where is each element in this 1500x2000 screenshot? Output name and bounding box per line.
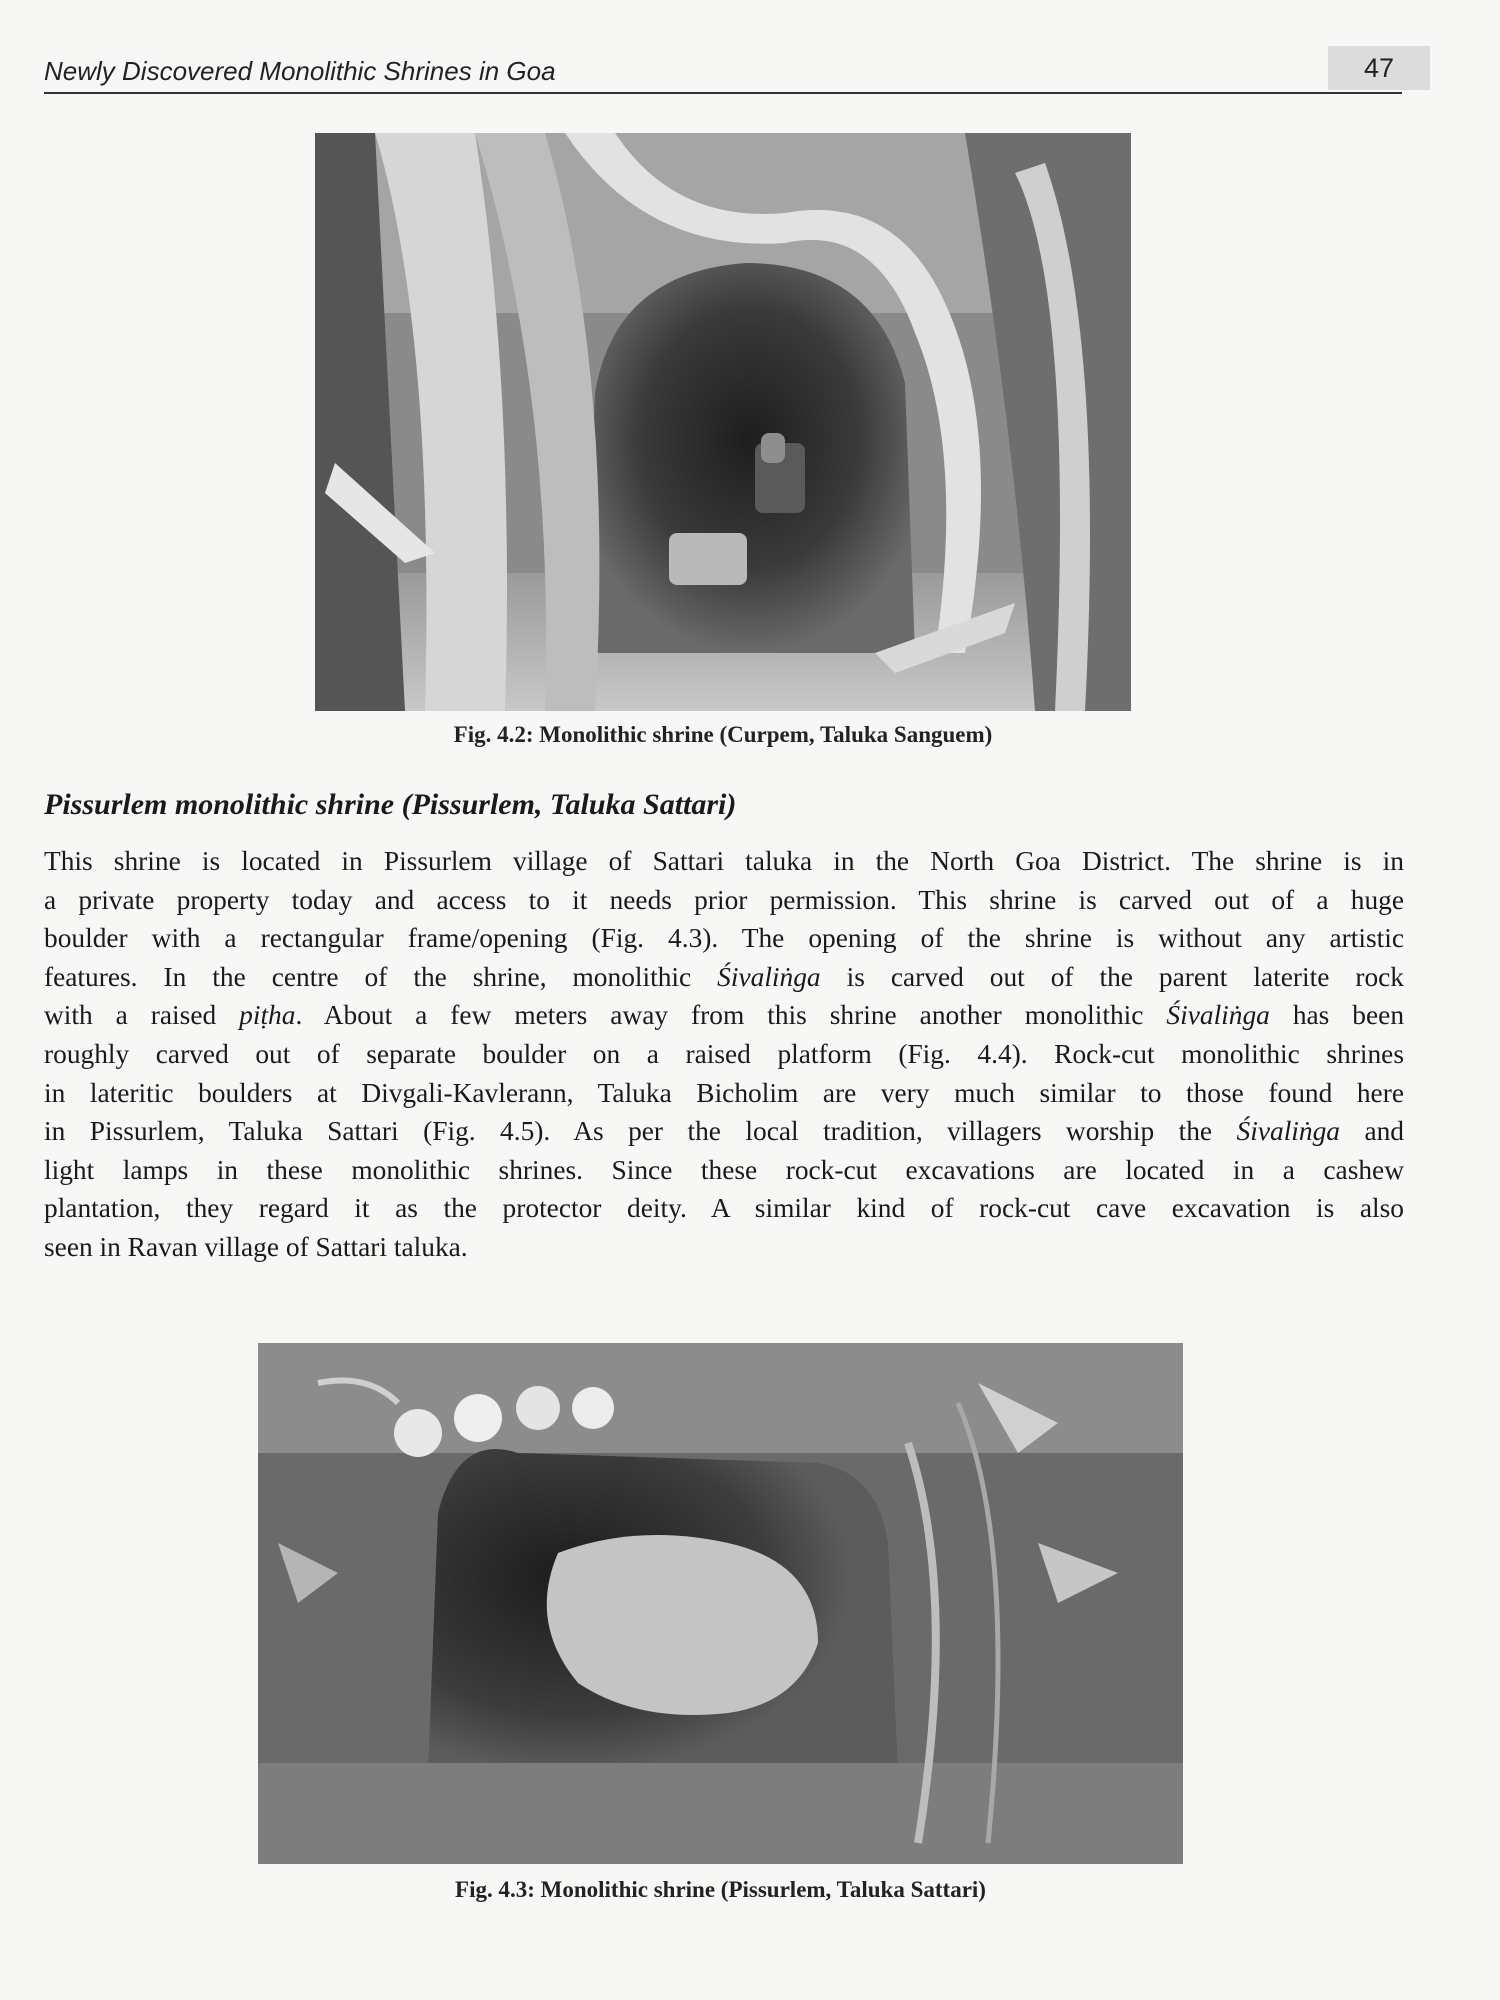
paragraph-line: in lateritic boulders at Divgali-Kavlerann, Taluka Bicholim are very much similar to those found here (44, 1077, 1404, 1108)
paragraph-line: in Pissurlem, Taluka Sattari (Fig. 4.5). As per the local tradition, villagers worship the Śivaliṅga and (44, 1116, 1404, 1147)
figure-4-3-caption: Fig. 4.3: Monolithic shrine (Pissurlem, Taluka Sattari) (455, 1877, 986, 1902)
term-sivalinga: Śivaliṅga (1236, 1116, 1340, 1147)
figure-4-2-photo (315, 133, 1131, 711)
paragraph-line: plantation, they regard it as the protector deity. A similar kind of rock-cut cave excavation is also (44, 1193, 1404, 1224)
paragraph-line: with a raised piṭha. About a few meters away from this shrine another monolithic Śivaliṅga has been (44, 1000, 1405, 1031)
paragraph-line: light lamps in these monolithic shrines. Since these rock-cut excavations are located in a cashew (44, 1154, 1404, 1185)
figure-4-2-caption: Fig. 4.2: Monolithic shrine (Curpem, Taluka Sanguem) (453, 722, 993, 747)
paragraph-line: a private property today and access to it needs prior permission. This shrine is carved out of a huge (44, 884, 1404, 915)
paragraph-line: features. In the centre of the shrine, monolithic Śivaliṅga is carved out of the parent laterite rock (44, 961, 1404, 992)
page-number: 47 (1328, 46, 1430, 90)
running-head-title: Newly Discovered Monolithic Shrines in Goa (44, 56, 556, 86)
figure-4-3-photo (258, 1343, 1183, 1864)
term-sivalinga: Śivaliṅga (717, 961, 821, 992)
section-heading: Pissurlem monolithic shrine (Pissurlem, Taluka Sattari) (44, 788, 737, 821)
paragraph-line: seen in Ravan village of Sattari taluka. (44, 1231, 468, 1262)
cave-shrine-pissurlem-image (258, 1343, 1183, 1864)
paragraph-line: roughly carved out of separate boulder on a raised platform (Fig. 4.4). Rock-cut monolithic shrines (44, 1038, 1404, 1069)
cave-shrine-curpem-image (315, 133, 1131, 711)
term-pitha: piṭha (239, 1000, 296, 1031)
body-paragraph (44, 842, 1404, 1267)
paragraph-line: This shrine is located in Pissurlem village of Sattari taluka in the North Goa District. The shrine is in (44, 846, 1404, 876)
term-sivalinga: Śivaliṅga (1166, 1000, 1270, 1031)
header-rule (44, 92, 1402, 94)
paragraph-line: boulder with a rectangular frame/opening (Fig. 4.3). The opening of the shrine is without any artistic (44, 923, 1404, 954)
